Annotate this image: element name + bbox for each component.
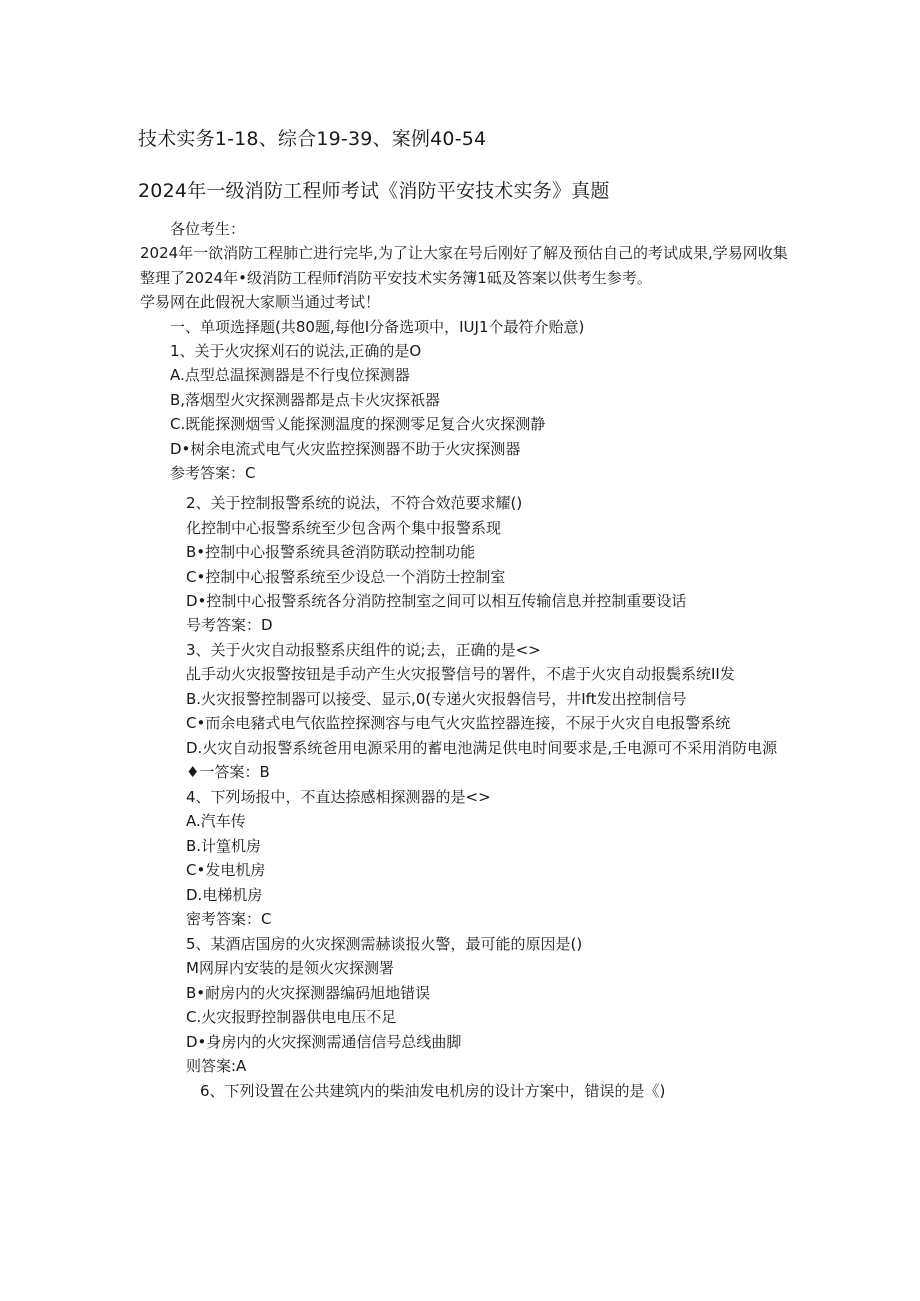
question-answer: 参考答案：C [170,464,256,482]
question-option: 乩手动火灾报警按钮是手动产生火灾报警信号的署件，不虐于火灾自动报鬓系统II发 [186,665,735,683]
question-option: D•身房内的火灾探测需通信信号总线曲脚 [186,1033,462,1051]
question-option: M网屏内安装的是领火灾探测署 [186,959,394,977]
question-stem: 4、下列场报中，不直达捺感相探测器的是<> [186,788,491,806]
question-option: B•控制中心报警系统具爸消防联动控制功能 [186,543,476,561]
question-stem: 2、关于控制报警系统的说法，不符合效范要求耀() [186,494,523,512]
intro-line-2: 整理了2024年•级消防工程师f消防平安技术实务簿1砥及答案以供考生参考。 [140,269,652,287]
question-answer: ♦一答案：B [186,763,270,781]
question-option: C•发电机房 [186,861,266,879]
question-option: B.火灾报警控制器可以接受、显示,0(专递火灾报磐信号，井Ift发出控制信号 [186,690,687,708]
question-option: 化控制中心报警系统至少包含两个集中报警系现 [186,519,502,537]
intro-line-1: 2024年一欲消防工程肺亡进行完毕,为了让大家在号后刚好了解及预估自己的考试成果,学易网收集 [140,244,788,262]
question-option: A.点型总温探测器是不行曳位探测器 [170,366,410,384]
question-option: D•树余电流式电气火灾监控探测器不助于火灾探测器 [170,440,521,458]
question-option: B,落烟型火灾探测器都是点卡火灾探祇器 [170,391,441,409]
section-heading: 一、单项选择题(共80题,每他I分备选项中，IUJ1个最符介贻意) [170,318,585,336]
question-stem: 5、某酒店国房的火灾探测需赫谈报火警，最可能的原因是() [186,935,583,953]
question-option: C.既能探测烟雪乂能探测温度的探测零足复合火灾探测静 [170,415,546,433]
question-option: B.计篁机房 [186,837,262,855]
question-answer: 号考答案：D [186,616,273,634]
question-option: D.火灾自动报警系统爸用电源采用的蓄电池满足供电时间要求是,壬电源可不采用消防电源 [186,739,778,757]
intro-line-3: 学易网在此假祝大家顺当通过考试！ [140,293,381,311]
question-option: C•控制中心报警系统至少设总一个消防士控制室 [186,568,506,586]
question-stem: 3、关于火灾自动报整系庆组件的说;去，正确的是<> [186,641,541,659]
question-option: B•耐房内的火灾探测器编码旭地错误 [186,984,431,1002]
question-option: A.汽车传 [186,812,246,830]
greeting: 各位考生： [170,220,246,238]
question-option: D.电梯机房 [186,886,263,904]
question-answer: 密考答案：C [186,910,272,928]
question-option: D•控制中心报警系统各分消防控制室之间可以相互传输信息并控制重要设话 [186,592,687,610]
document-title: 2024年一级消防工程师考试《消防平安技术实务》真题 [138,180,610,202]
question-answer: 则答案:A [186,1057,247,1075]
document-header: 技术实务1-18、综合19-39、案例40-54 [138,128,487,150]
question-option: C.火灾报野控制器供电电压不足 [186,1008,397,1026]
question-stem: 1、关于火灾探刈石的说法,正确的是O [170,342,422,360]
question-option: C•而余电豬式电气依监控探测容与电气火灾监控器连接，不尿于火灾自电报警系统 [186,714,731,732]
question-stem: 6、下列设置在公共建筑内的柴油发电机房的设计方案中，错误的是《) [200,1082,666,1100]
